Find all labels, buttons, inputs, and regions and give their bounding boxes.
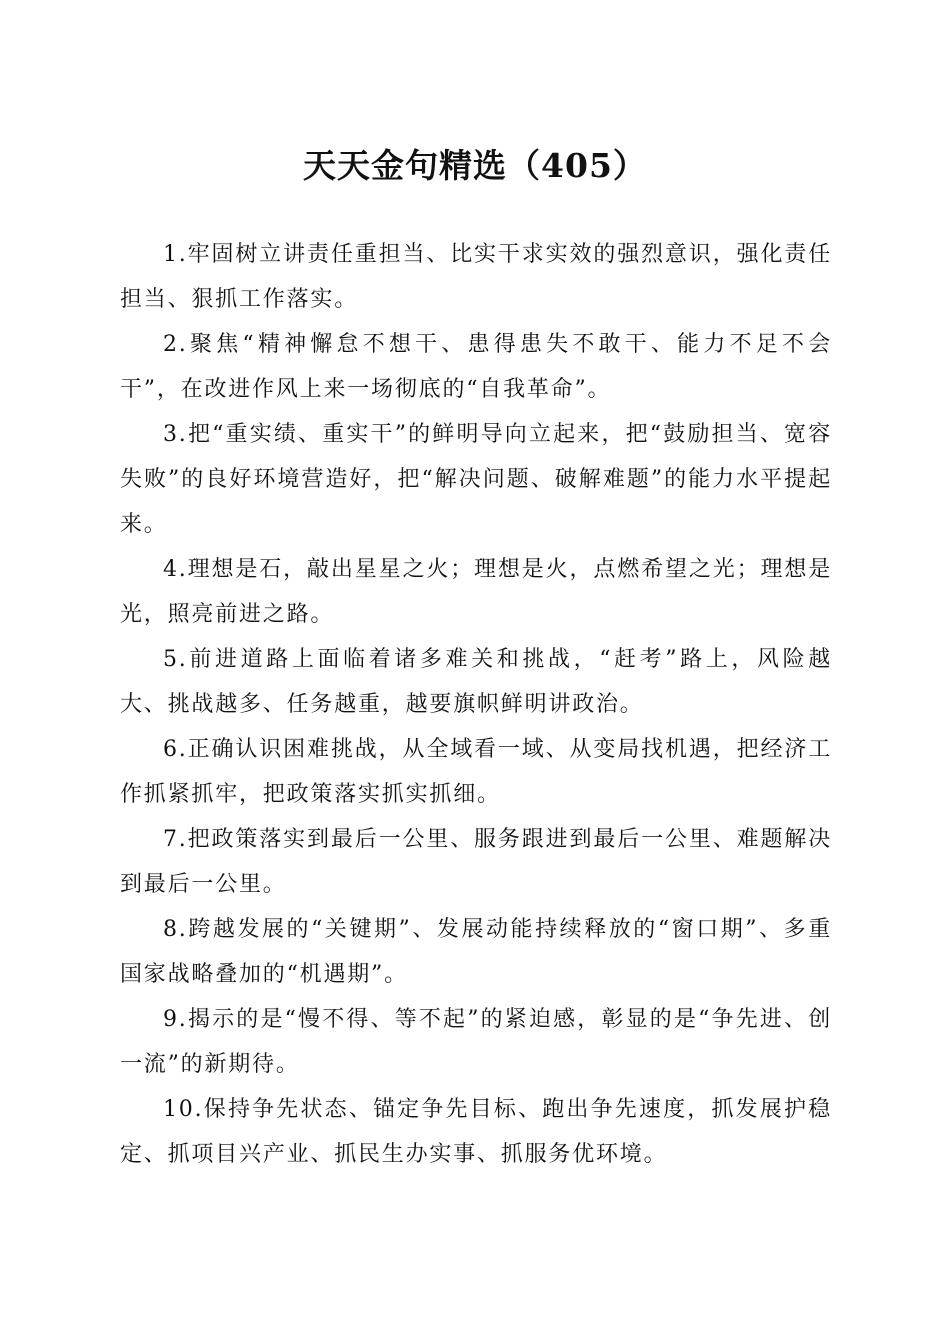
quote-item: 8.跨越发展的“关键期”、发展动能持续释放的“窗口期”、多重国家战略叠加的“机遇期”。 [120,917,832,987]
page-title: 天天金句精选（405） [303,146,647,185]
quote-item: 2.聚焦“精神懈怠不想干、患得患失不敢干、能力不足不会干”，在改进作风上来一场彻底的“自我革命”。 [120,332,832,402]
quote-item: 5.前进道路上面临着诸多难关和挑战，“赶考”路上，风险越大、挑战越多、任务越重，越要旗帜鲜明讲政治。 [120,647,832,717]
quote-item: 10.保持争先状态、锚定争先目标、跑出争先速度，抓发展护稳定、抓项目兴产业、抓民生办实事、抓服务优环境。 [120,1097,832,1167]
quote-item: 7.把政策落实到最后一公里、服务跟进到最后一公里、难题解决到最后一公里。 [120,827,832,897]
quote-list [120,232,832,1177]
quote-item: 6.正确认识困难挑战，从全域看一域、从变局找机遇，把经济工作抓紧抓牢，把政策落实抓实抓细。 [120,737,832,807]
quote-item: 4.理想是石，敲出星星之火；理想是火，点燃希望之光；理想是光，照亮前进之路。 [120,557,832,627]
quote-item: 9.揭示的是“慢不得、等不起”的紧迫感，彰显的是“争先进、创一流”的新期待。 [120,1007,832,1077]
quote-item: 3.把“重实绩、重实干”的鲜明导向立起来，把“鼓励担当、宽容失败”的良好环境营造好，把“解决问题、破解难题”的能力水平提起来。 [120,422,832,537]
quote-item: 1.牢固树立讲责任重担当、比实干求实效的强烈意识，强化责任担当、狠抓工作落实。 [120,242,832,312]
